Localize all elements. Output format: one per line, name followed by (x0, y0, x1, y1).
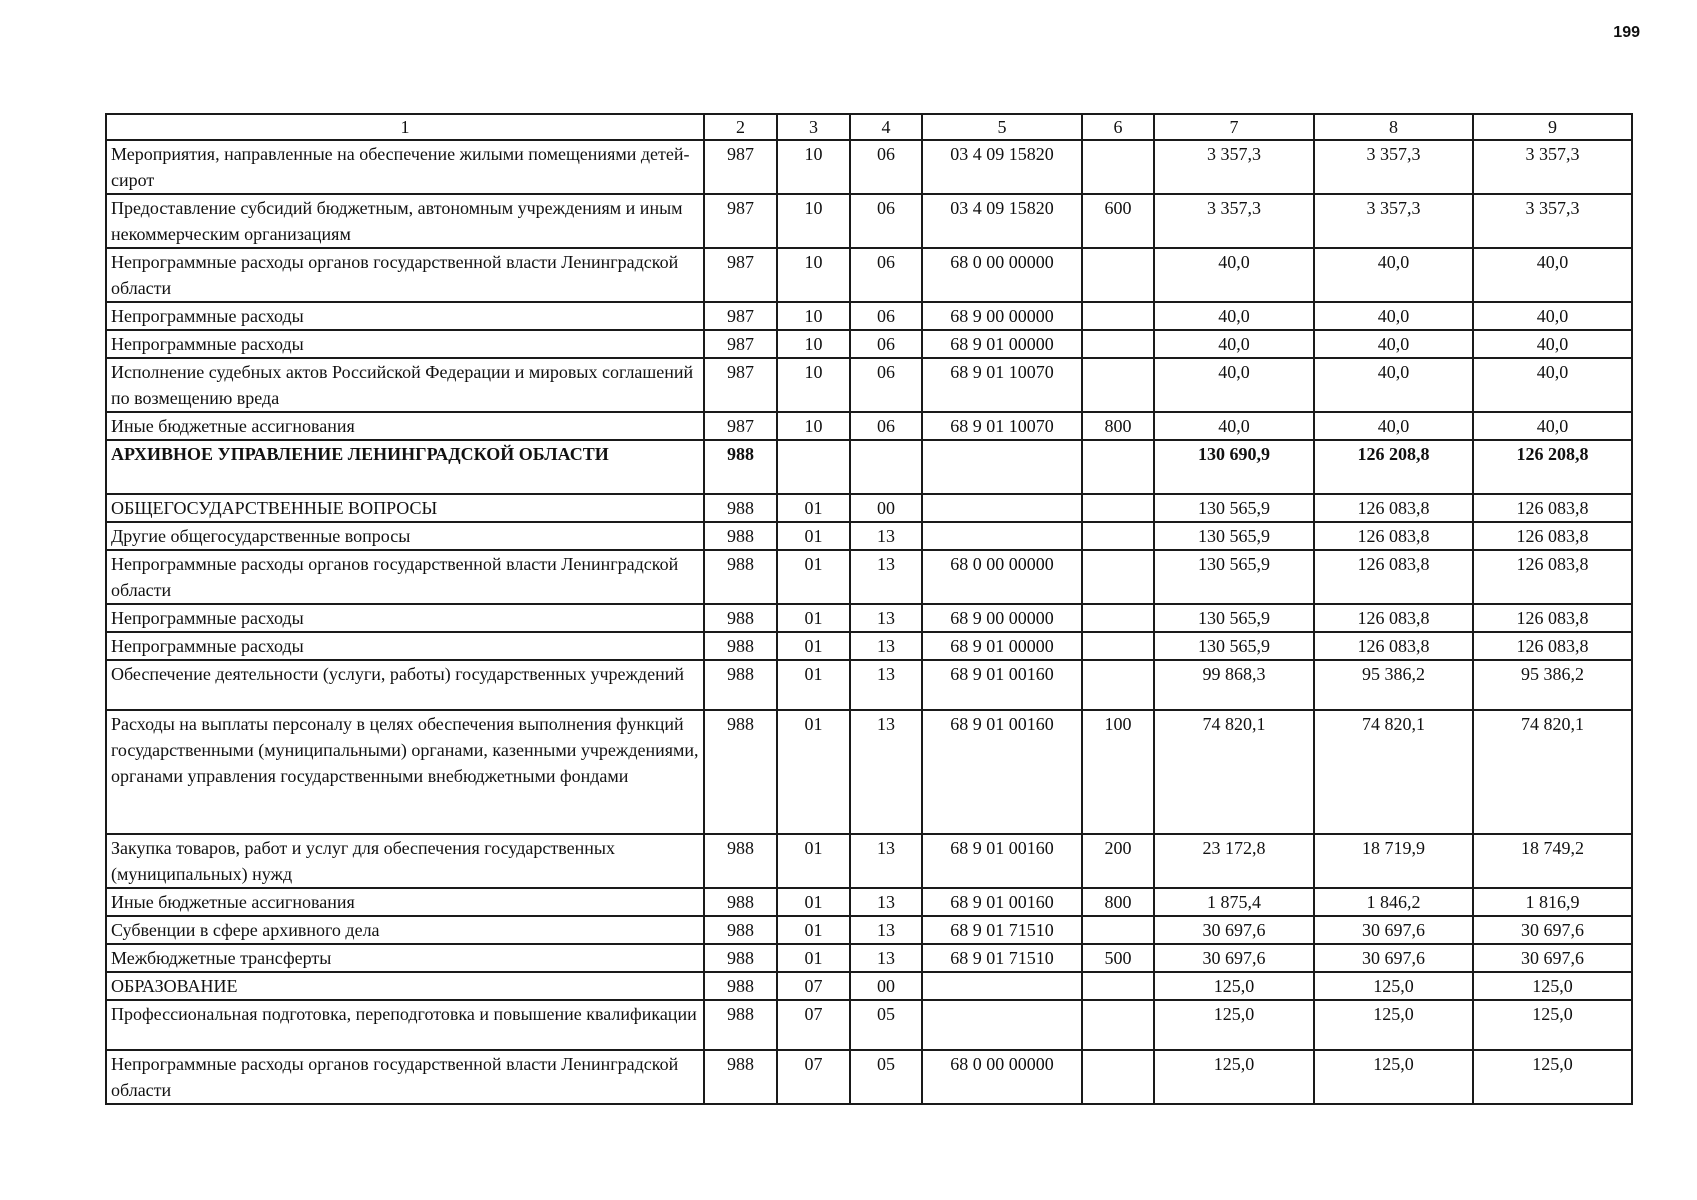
target-article-cell: 68 9 01 00160 (922, 888, 1082, 916)
row-name-cell: АРХИВНОЕ УПРАВЛЕНИЕ ЛЕНИНГРАДСКОЙ ОБЛАСТИ (106, 440, 704, 494)
target-article-cell: 68 0 00 00000 (922, 550, 1082, 604)
target-article-cell (922, 494, 1082, 522)
table-row (106, 1000, 1632, 1050)
target-article-cell: 68 9 01 00000 (922, 330, 1082, 358)
amount-cell: 40,0 (1473, 358, 1632, 412)
amount-cell: 30 697,6 (1154, 916, 1314, 944)
expense-type-cell (1082, 330, 1154, 358)
amount-cell: 125,0 (1473, 1050, 1632, 1104)
row-name-cell: Непрограммные расходы органов государственной власти Ленинградской области (106, 248, 704, 302)
target-article-cell: 68 9 01 10070 (922, 358, 1082, 412)
amount-cell: 130 565,9 (1154, 494, 1314, 522)
amount-cell: 1 816,9 (1473, 888, 1632, 916)
subsection-cell: 13 (850, 604, 922, 632)
section-cell: 01 (777, 550, 850, 604)
admin-code-cell: 988 (704, 522, 777, 550)
amount-cell: 126 083,8 (1314, 604, 1473, 632)
subsection-cell: 06 (850, 330, 922, 358)
expense-type-cell (1082, 248, 1154, 302)
expense-type-cell (1082, 1050, 1154, 1104)
target-article-cell: 68 9 00 00000 (922, 604, 1082, 632)
table-row (106, 888, 1632, 916)
section-cell: 01 (777, 604, 850, 632)
admin-code-cell: 987 (704, 194, 777, 248)
section-cell: 10 (777, 358, 850, 412)
admin-code-cell: 988 (704, 710, 777, 834)
table-row (106, 604, 1632, 632)
admin-code-cell: 987 (704, 412, 777, 440)
amount-cell: 40,0 (1154, 330, 1314, 358)
amount-cell: 126 083,8 (1314, 550, 1473, 604)
admin-code-cell: 988 (704, 944, 777, 972)
table-row (106, 412, 1632, 440)
column-header: 3 (777, 114, 850, 140)
table-row (106, 302, 1632, 330)
amount-cell: 3 357,3 (1314, 140, 1473, 194)
amount-cell: 3 357,3 (1473, 194, 1632, 248)
expense-type-cell: 500 (1082, 944, 1154, 972)
admin-code-cell: 988 (704, 916, 777, 944)
row-name-cell: Межбюджетные трансферты (106, 944, 704, 972)
amount-cell: 40,0 (1154, 412, 1314, 440)
amount-cell: 3 357,3 (1154, 194, 1314, 248)
amount-cell: 40,0 (1473, 412, 1632, 440)
admin-code-cell: 988 (704, 1050, 777, 1104)
amount-cell: 3 357,3 (1473, 140, 1632, 194)
subsection-cell: 13 (850, 522, 922, 550)
target-article-cell: 68 0 00 00000 (922, 1050, 1082, 1104)
subsection-cell: 06 (850, 302, 922, 330)
section-cell: 10 (777, 302, 850, 330)
admin-code-cell: 988 (704, 972, 777, 1000)
section-cell: 07 (777, 1000, 850, 1050)
amount-cell: 30 697,6 (1314, 944, 1473, 972)
subsection-cell: 00 (850, 494, 922, 522)
amount-cell: 125,0 (1314, 972, 1473, 1000)
table-row (106, 248, 1632, 302)
row-name-cell: Мероприятия, направленные на обеспечение жилыми помещениями детей-сирот (106, 140, 704, 194)
column-header: 4 (850, 114, 922, 140)
table-row (106, 834, 1632, 888)
amount-cell: 99 868,3 (1154, 660, 1314, 710)
row-name-cell: Непрограммные расходы (106, 632, 704, 660)
table-row (106, 522, 1632, 550)
column-header: 6 (1082, 114, 1154, 140)
amount-cell: 23 172,8 (1154, 834, 1314, 888)
amount-cell: 125,0 (1314, 1050, 1473, 1104)
expense-type-cell (1082, 494, 1154, 522)
amount-cell: 126 083,8 (1473, 494, 1632, 522)
expense-type-cell: 800 (1082, 412, 1154, 440)
expense-type-cell (1082, 302, 1154, 330)
amount-cell: 126 083,8 (1314, 522, 1473, 550)
amount-cell: 40,0 (1473, 248, 1632, 302)
expense-type-cell (1082, 1000, 1154, 1050)
table-row (106, 1050, 1632, 1104)
column-header: 5 (922, 114, 1082, 140)
row-name-cell: Обеспечение деятельности (услуги, работы) государственных учреждений (106, 660, 704, 710)
amount-cell: 125,0 (1473, 1000, 1632, 1050)
table-row (106, 440, 1632, 494)
subsection-cell: 13 (850, 710, 922, 834)
column-header: 9 (1473, 114, 1632, 140)
amount-cell: 95 386,2 (1473, 660, 1632, 710)
admin-code-cell: 987 (704, 140, 777, 194)
subsection-cell: 00 (850, 972, 922, 1000)
target-article-cell (922, 972, 1082, 1000)
subsection-cell: 06 (850, 248, 922, 302)
column-header: 7 (1154, 114, 1314, 140)
subsection-cell: 13 (850, 834, 922, 888)
expense-type-cell (1082, 358, 1154, 412)
amount-cell: 130 565,9 (1154, 522, 1314, 550)
amount-cell: 40,0 (1473, 330, 1632, 358)
table-row (106, 944, 1632, 972)
table-row (106, 660, 1632, 710)
subsection-cell: 13 (850, 632, 922, 660)
section-cell: 10 (777, 140, 850, 194)
amount-cell: 40,0 (1154, 302, 1314, 330)
subsection-cell: 06 (850, 194, 922, 248)
table-row (106, 916, 1632, 944)
amount-cell: 1 846,2 (1314, 888, 1473, 916)
table-row (106, 140, 1632, 194)
row-name-cell: Профессиональная подготовка, переподготовка и повышение квалификации (106, 1000, 704, 1050)
subsection-cell: 13 (850, 888, 922, 916)
target-article-cell: 03 4 09 15820 (922, 194, 1082, 248)
row-name-cell: Непрограммные расходы органов государственной власти Ленинградской области (106, 550, 704, 604)
subsection-cell: 05 (850, 1050, 922, 1104)
expense-type-cell (1082, 916, 1154, 944)
target-article-cell: 68 9 00 00000 (922, 302, 1082, 330)
amount-cell: 125,0 (1314, 1000, 1473, 1050)
section-cell: 01 (777, 710, 850, 834)
column-header: 8 (1314, 114, 1473, 140)
section-cell: 01 (777, 522, 850, 550)
amount-cell: 30 697,6 (1473, 916, 1632, 944)
expense-type-cell (1082, 550, 1154, 604)
section-cell: 01 (777, 944, 850, 972)
amount-cell: 126 083,8 (1473, 522, 1632, 550)
subsection-cell: 06 (850, 358, 922, 412)
target-article-cell: 68 9 01 71510 (922, 944, 1082, 972)
amount-cell: 74 820,1 (1314, 710, 1473, 834)
amount-cell: 40,0 (1154, 358, 1314, 412)
target-article-cell (922, 1000, 1082, 1050)
amount-cell: 30 697,6 (1314, 916, 1473, 944)
row-name-cell: Расходы на выплаты персоналу в целях обеспечения выполнения функций государственными (муниципальными) органами, казенными учреждениями, органами управления государственными внебюджетными фондами (106, 710, 704, 834)
row-name-cell: Иные бюджетные ассигнования (106, 412, 704, 440)
amount-cell: 3 357,3 (1314, 194, 1473, 248)
amount-cell: 74 820,1 (1473, 710, 1632, 834)
subsection-cell: 13 (850, 944, 922, 972)
amount-cell: 1 875,4 (1154, 888, 1314, 916)
header-row (106, 114, 1632, 140)
expense-type-cell: 600 (1082, 194, 1154, 248)
section-cell: 10 (777, 248, 850, 302)
table-row (106, 358, 1632, 412)
target-article-cell: 68 9 01 10070 (922, 412, 1082, 440)
amount-cell: 18 749,2 (1473, 834, 1632, 888)
table-row (106, 494, 1632, 522)
amount-cell: 125,0 (1473, 972, 1632, 1000)
expense-type-cell: 200 (1082, 834, 1154, 888)
table-row (106, 194, 1632, 248)
section-cell: 01 (777, 632, 850, 660)
amount-cell: 126 208,8 (1473, 440, 1632, 494)
admin-code-cell: 988 (704, 550, 777, 604)
amount-cell: 40,0 (1154, 248, 1314, 302)
amount-cell: 125,0 (1154, 1000, 1314, 1050)
subsection-cell: 13 (850, 550, 922, 604)
table-row (106, 330, 1632, 358)
target-article-cell (922, 522, 1082, 550)
section-cell: 01 (777, 660, 850, 710)
amount-cell: 40,0 (1314, 330, 1473, 358)
amount-cell: 126 083,8 (1473, 550, 1632, 604)
row-name-cell: Непрограммные расходы органов государственной власти Ленинградской области (106, 1050, 704, 1104)
row-name-cell: Предоставление субсидий бюджетным, автономным учреждениям и иным некоммерческим организациям (106, 194, 704, 248)
expense-type-cell: 800 (1082, 888, 1154, 916)
amount-cell: 40,0 (1314, 412, 1473, 440)
subsection-cell: 05 (850, 1000, 922, 1050)
amount-cell: 130 565,9 (1154, 550, 1314, 604)
subsection-cell: 13 (850, 916, 922, 944)
section-cell: 10 (777, 194, 850, 248)
table-row (106, 550, 1632, 604)
row-name-cell: Субвенции в сфере архивного дела (106, 916, 704, 944)
section-cell: 01 (777, 888, 850, 916)
row-name-cell: ОБЩЕГОСУДАРСТВЕННЫЕ ВОПРОСЫ (106, 494, 704, 522)
amount-cell: 126 083,8 (1473, 604, 1632, 632)
table-body (106, 140, 1632, 1104)
column-header: 1 (106, 114, 704, 140)
amount-cell: 3 357,3 (1154, 140, 1314, 194)
amount-cell: 40,0 (1314, 248, 1473, 302)
section-cell: 01 (777, 834, 850, 888)
amount-cell: 130 690,9 (1154, 440, 1314, 494)
admin-code-cell: 988 (704, 494, 777, 522)
row-name-cell: Непрограммные расходы (106, 330, 704, 358)
expense-type-cell (1082, 632, 1154, 660)
target-article-cell: 68 9 01 71510 (922, 916, 1082, 944)
subsection-cell: 06 (850, 140, 922, 194)
amount-cell: 126 083,8 (1314, 494, 1473, 522)
target-article-cell: 68 9 01 00160 (922, 660, 1082, 710)
row-name-cell: Непрограммные расходы (106, 302, 704, 330)
amount-cell: 74 820,1 (1154, 710, 1314, 834)
amount-cell: 30 697,6 (1154, 944, 1314, 972)
expense-type-cell (1082, 140, 1154, 194)
amount-cell: 125,0 (1154, 972, 1314, 1000)
budget-table (105, 113, 1633, 1105)
section-cell: 10 (777, 412, 850, 440)
row-name-cell: Исполнение судебных актов Российской Федерации и мировых соглашений по возмещению вреда (106, 358, 704, 412)
expense-type-cell: 100 (1082, 710, 1154, 834)
row-name-cell: Другие общегосударственные вопросы (106, 522, 704, 550)
row-name-cell: Непрограммные расходы (106, 604, 704, 632)
amount-cell: 130 565,9 (1154, 632, 1314, 660)
admin-code-cell: 987 (704, 248, 777, 302)
column-header: 2 (704, 114, 777, 140)
admin-code-cell: 988 (704, 1000, 777, 1050)
amount-cell: 95 386,2 (1314, 660, 1473, 710)
table-row (106, 972, 1632, 1000)
admin-code-cell: 987 (704, 302, 777, 330)
admin-code-cell: 988 (704, 604, 777, 632)
row-name-cell: ОБРАЗОВАНИЕ (106, 972, 704, 1000)
amount-cell: 130 565,9 (1154, 604, 1314, 632)
target-article-cell (922, 440, 1082, 494)
target-article-cell: 68 0 00 00000 (922, 248, 1082, 302)
expense-type-cell (1082, 660, 1154, 710)
section-cell: 01 (777, 916, 850, 944)
admin-code-cell: 987 (704, 330, 777, 358)
admin-code-cell: 988 (704, 632, 777, 660)
target-article-cell: 68 9 01 00160 (922, 710, 1082, 834)
expense-type-cell (1082, 972, 1154, 1000)
admin-code-cell: 988 (704, 660, 777, 710)
amount-cell: 40,0 (1314, 302, 1473, 330)
amount-cell: 40,0 (1473, 302, 1632, 330)
section-cell: 10 (777, 330, 850, 358)
target-article-cell: 68 9 01 00000 (922, 632, 1082, 660)
section-cell: 07 (777, 972, 850, 1000)
target-article-cell: 03 4 09 15820 (922, 140, 1082, 194)
subsection-cell (850, 440, 922, 494)
section-cell (777, 440, 850, 494)
admin-code-cell: 987 (704, 358, 777, 412)
amount-cell: 18 719,9 (1314, 834, 1473, 888)
section-cell: 07 (777, 1050, 850, 1104)
admin-code-cell: 988 (704, 888, 777, 916)
expense-type-cell (1082, 522, 1154, 550)
row-name-cell: Иные бюджетные ассигнования (106, 888, 704, 916)
amount-cell: 125,0 (1154, 1050, 1314, 1104)
admin-code-cell: 988 (704, 440, 777, 494)
expense-type-cell (1082, 604, 1154, 632)
section-cell: 01 (777, 494, 850, 522)
row-name-cell: Закупка товаров, работ и услуг для обеспечения государственных (муниципальных) нужд (106, 834, 704, 888)
amount-cell: 126 083,8 (1314, 632, 1473, 660)
table-row (106, 710, 1632, 834)
amount-cell: 126 083,8 (1473, 632, 1632, 660)
table-row (106, 632, 1632, 660)
expense-type-cell (1082, 440, 1154, 494)
amount-cell: 40,0 (1314, 358, 1473, 412)
subsection-cell: 06 (850, 412, 922, 440)
amount-cell: 30 697,6 (1473, 944, 1632, 972)
amount-cell: 126 208,8 (1314, 440, 1473, 494)
subsection-cell: 13 (850, 660, 922, 710)
page-number: 199 (1613, 24, 1640, 41)
target-article-cell: 68 9 01 00160 (922, 834, 1082, 888)
admin-code-cell: 988 (704, 834, 777, 888)
